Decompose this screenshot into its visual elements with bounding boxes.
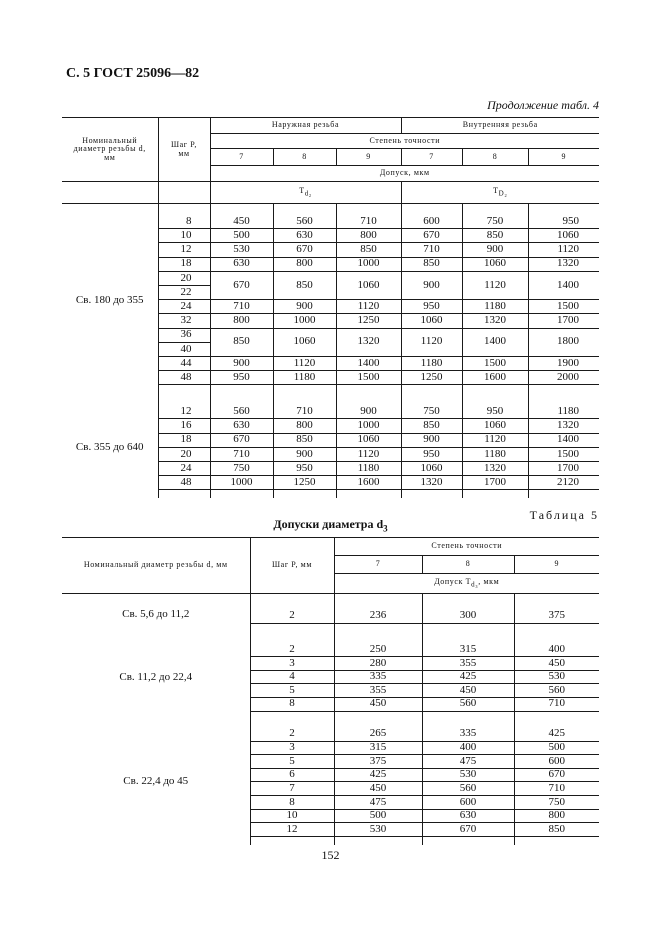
spacer-cell bbox=[210, 204, 273, 215]
tolerance-value: 250 bbox=[334, 643, 422, 657]
spacer-cell bbox=[336, 385, 401, 397]
tolerance-value: 500 bbox=[514, 741, 599, 755]
tolerance-value: 900 bbox=[462, 243, 528, 257]
tolerance-value: 530 bbox=[334, 823, 422, 837]
tolerance-value: 530 bbox=[210, 243, 273, 257]
tolerance-value: 375 bbox=[514, 610, 599, 624]
header-external-thread: Наружная резьба bbox=[210, 118, 401, 134]
tolerance-value: 1600 bbox=[462, 371, 528, 385]
group-spacer bbox=[62, 397, 599, 405]
tol-internal-sub: D₂ bbox=[498, 189, 508, 198]
tolerance-value: 1000 bbox=[336, 257, 401, 271]
degree-int-9: 9 bbox=[528, 149, 599, 166]
tolerance-value: 1400 bbox=[528, 433, 599, 447]
tolerance-value: 1000 bbox=[273, 314, 336, 328]
pitch-cell: 2 bbox=[250, 610, 334, 624]
pitch-cell: 7 bbox=[250, 782, 334, 796]
t5-degree-7: 7 bbox=[334, 556, 422, 574]
spacer-cell bbox=[334, 711, 422, 720]
tolerance-value: 750 bbox=[462, 215, 528, 229]
tolerance-value: 450 bbox=[422, 684, 514, 698]
tolerance-value: 1060 bbox=[336, 433, 401, 447]
pitch-cell: 12 bbox=[158, 243, 210, 257]
tolerance-value: 315 bbox=[334, 741, 422, 755]
tolerance-value: 280 bbox=[334, 657, 422, 671]
pitch-cell: 12 bbox=[250, 823, 334, 837]
tolerance-value: 500 bbox=[334, 809, 422, 823]
spacer-cell bbox=[158, 385, 210, 397]
tolerance-value: 600 bbox=[422, 796, 514, 810]
tolerance-value: 300 bbox=[422, 610, 514, 624]
tolerance-value: 475 bbox=[422, 755, 514, 769]
tolerance-value: 600 bbox=[514, 755, 599, 769]
tolerance-value: 1000 bbox=[210, 476, 273, 490]
tol-external-symbol: T bbox=[299, 186, 305, 196]
spacer-cell bbox=[462, 397, 528, 405]
tolerance-value: 1320 bbox=[462, 314, 528, 328]
pitch-cell: 48 bbox=[158, 371, 210, 385]
tolerance-value: 1250 bbox=[401, 371, 462, 385]
tolerance-value: 1120 bbox=[336, 447, 401, 461]
tolerance-value: 425 bbox=[514, 728, 599, 742]
table-5-title-text: Допуски диаметра d bbox=[273, 517, 384, 531]
tolerance-value: 1700 bbox=[528, 314, 599, 328]
tolerance-value: 850 bbox=[273, 433, 336, 447]
tolerance-value: 560 bbox=[210, 405, 273, 419]
spacer-cell bbox=[462, 385, 528, 397]
spacer-cell bbox=[336, 204, 401, 215]
tolerance-value: 450 bbox=[334, 697, 422, 711]
spacer-cell bbox=[250, 594, 334, 610]
tolerance-value: 1320 bbox=[401, 476, 462, 490]
tolerance-value: 1120 bbox=[336, 300, 401, 314]
spacer-cell bbox=[401, 397, 462, 405]
pitch-cell: 5 bbox=[250, 755, 334, 769]
tolerance-value: 560 bbox=[422, 697, 514, 711]
table-5 bbox=[62, 537, 599, 845]
table-5-label: Таблица 5 bbox=[529, 508, 599, 522]
tolerance-value: 2120 bbox=[528, 476, 599, 490]
pitch-cell: 24 bbox=[158, 462, 210, 476]
tolerance-value: 1400 bbox=[528, 271, 599, 299]
t5-degree-8: 8 bbox=[422, 556, 514, 574]
tolerance-value: 2000 bbox=[528, 371, 599, 385]
tolerance-value: 450 bbox=[514, 657, 599, 671]
tolerance-value: 1180 bbox=[528, 405, 599, 419]
tolerance-value: 800 bbox=[273, 419, 336, 433]
tolerance-value: 710 bbox=[210, 300, 273, 314]
group-spacer bbox=[62, 204, 599, 215]
tolerance-value: 630 bbox=[210, 419, 273, 433]
table-5-title bbox=[0, 517, 661, 533]
tolerance-value: 1250 bbox=[273, 476, 336, 490]
tolerance-value: 1320 bbox=[528, 419, 599, 433]
tolerance-value: 1500 bbox=[336, 371, 401, 385]
tolerance-value: 355 bbox=[334, 684, 422, 698]
t5-col-header-diameter: Номинальный диаметр резьбы d, мм bbox=[62, 538, 250, 594]
diameter-range: Св. 5,6 до 11,2 bbox=[62, 594, 250, 636]
spacer-cell bbox=[514, 836, 599, 845]
spacer-cell bbox=[401, 204, 462, 215]
tolerance-value: 1060 bbox=[528, 229, 599, 243]
tolerance-value: 670 bbox=[273, 243, 336, 257]
t5-tolerance-sub: d₃ bbox=[471, 580, 479, 589]
pitch-cell: 24 bbox=[158, 300, 210, 314]
pitch-cell: 18 bbox=[158, 433, 210, 447]
spacer-cell bbox=[273, 385, 336, 397]
tolerance-value: 900 bbox=[336, 405, 401, 419]
tolerance-value: 710 bbox=[401, 243, 462, 257]
pitch-cell: 8 bbox=[158, 215, 210, 229]
tolerance-value: 800 bbox=[210, 314, 273, 328]
tolerance-value: 670 bbox=[210, 433, 273, 447]
col-header-diameter: Номинальный диаметр резьбы d, мм bbox=[62, 118, 158, 182]
tolerance-value: 750 bbox=[401, 405, 462, 419]
spacer-cell bbox=[422, 836, 514, 845]
t5-header-accuracy-degree: Степень точности bbox=[334, 538, 599, 556]
tolerance-value: 1400 bbox=[462, 328, 528, 356]
tolerance-value: 335 bbox=[334, 670, 422, 684]
spacer-cell bbox=[273, 490, 336, 499]
pitch-cell: 4 bbox=[250, 670, 334, 684]
spacer-cell bbox=[528, 490, 599, 499]
tolerance-value: 475 bbox=[334, 796, 422, 810]
t5-header-tolerance bbox=[334, 574, 599, 594]
tolerance-value: 1320 bbox=[528, 257, 599, 271]
pitch-cell: 3 bbox=[250, 741, 334, 755]
degree-ext-7: 7 bbox=[210, 149, 273, 166]
tolerance-value: 1600 bbox=[336, 476, 401, 490]
pitch-cell: 3 bbox=[250, 657, 334, 671]
tolerance-value: 1120 bbox=[462, 433, 528, 447]
pitch-cell: 12 bbox=[158, 405, 210, 419]
header-tol-internal bbox=[401, 182, 599, 204]
pitch-cell: 22 bbox=[158, 285, 210, 299]
tolerance-value: 750 bbox=[514, 796, 599, 810]
tolerance-value: 800 bbox=[273, 257, 336, 271]
spacer-cell bbox=[514, 623, 599, 635]
tolerance-value: 530 bbox=[514, 670, 599, 684]
tolerance-value: 1000 bbox=[336, 419, 401, 433]
pitch-cell: 16 bbox=[158, 419, 210, 433]
tolerance-value: 1120 bbox=[273, 356, 336, 370]
header-tolerance: Допуск, мкм bbox=[210, 166, 599, 182]
tolerance-value: 1500 bbox=[528, 300, 599, 314]
spacer-cell bbox=[158, 397, 210, 405]
tolerance-value: 630 bbox=[210, 257, 273, 271]
tolerance-value: 1180 bbox=[462, 300, 528, 314]
spacer-cell bbox=[250, 635, 334, 643]
tolerance-value: 335 bbox=[422, 728, 514, 742]
spacer-cell bbox=[273, 397, 336, 405]
tol-internal-symbol: T bbox=[493, 186, 499, 196]
tolerance-value: 1900 bbox=[528, 356, 599, 370]
tolerance-value: 1120 bbox=[401, 328, 462, 356]
tolerance-value: 1060 bbox=[401, 314, 462, 328]
tolerance-value: 530 bbox=[422, 768, 514, 782]
spacer-cell bbox=[158, 490, 210, 499]
tolerance-value: 1400 bbox=[336, 356, 401, 370]
spacer-cell bbox=[250, 711, 334, 720]
tolerance-value: 1700 bbox=[528, 462, 599, 476]
tolerance-value: 450 bbox=[334, 782, 422, 796]
spacer-cell bbox=[514, 711, 599, 720]
header-blank-diameter bbox=[62, 182, 158, 204]
spacer-cell bbox=[210, 490, 273, 499]
t5-degree-9: 9 bbox=[514, 556, 599, 574]
tolerance-value: 1120 bbox=[462, 271, 528, 299]
pitch-cell: 10 bbox=[158, 229, 210, 243]
tolerance-value: 1180 bbox=[336, 462, 401, 476]
tolerance-value: 375 bbox=[334, 755, 422, 769]
table-5-body bbox=[62, 594, 599, 845]
continuation-note: Продолжение табл. 4 bbox=[487, 98, 599, 112]
spacer-cell bbox=[422, 623, 514, 635]
spacer-cell bbox=[514, 594, 599, 610]
tolerance-value: 425 bbox=[334, 768, 422, 782]
spacer-cell bbox=[462, 490, 528, 499]
t5-col-header-pitch: Шаг P, мм bbox=[250, 538, 334, 594]
spacer-cell bbox=[158, 204, 210, 215]
diameter-range: Св. 22,4 до 45 bbox=[62, 720, 250, 845]
tolerance-value: 265 bbox=[334, 728, 422, 742]
tolerance-value: 1060 bbox=[401, 462, 462, 476]
spacer-cell bbox=[334, 635, 422, 643]
pitch-cell: 36 bbox=[158, 328, 210, 342]
tolerance-value: 1060 bbox=[462, 257, 528, 271]
t5-tolerance-text: Допуск T bbox=[434, 577, 472, 587]
spacer-cell bbox=[528, 397, 599, 405]
pitch-cell: 5 bbox=[250, 684, 334, 698]
spacer-cell bbox=[401, 385, 462, 397]
tolerance-value: 710 bbox=[514, 697, 599, 711]
tolerance-value: 850 bbox=[401, 419, 462, 433]
tolerance-value: 850 bbox=[273, 271, 336, 299]
tolerance-value: 850 bbox=[401, 257, 462, 271]
tolerance-value: 1120 bbox=[528, 243, 599, 257]
tolerance-value: 1320 bbox=[336, 328, 401, 356]
diameter-range: Св. 11,2 до 22,4 bbox=[62, 635, 250, 719]
spacer-cell bbox=[210, 397, 273, 405]
tolerance-value: 900 bbox=[273, 447, 336, 461]
col-header-pitch: Шаг P, мм bbox=[158, 118, 210, 182]
table-4-body bbox=[62, 204, 599, 499]
tolerance-value: 950 bbox=[273, 462, 336, 476]
tolerance-value: 560 bbox=[273, 215, 336, 229]
degree-int-7: 7 bbox=[401, 149, 462, 166]
spacer-cell bbox=[336, 490, 401, 499]
tolerance-value: 950 bbox=[401, 447, 462, 461]
header-accuracy-degree: Степень точности bbox=[210, 134, 599, 149]
tolerance-value: 1180 bbox=[401, 356, 462, 370]
degree-ext-9: 9 bbox=[336, 149, 401, 166]
pitch-cell: 6 bbox=[250, 768, 334, 782]
header-tol-external bbox=[210, 182, 401, 204]
tolerance-value: 500 bbox=[210, 229, 273, 243]
tolerance-value: 315 bbox=[422, 643, 514, 657]
tolerance-value: 900 bbox=[401, 271, 462, 299]
tolerance-value: 355 bbox=[422, 657, 514, 671]
tolerance-value: 900 bbox=[273, 300, 336, 314]
tolerance-value: 710 bbox=[273, 405, 336, 419]
tolerance-value: 800 bbox=[336, 229, 401, 243]
spacer-cell bbox=[514, 635, 599, 643]
pitch-cell: 48 bbox=[158, 476, 210, 490]
tolerance-value: 560 bbox=[514, 684, 599, 698]
spacer-cell bbox=[336, 397, 401, 405]
tolerance-value: 1800 bbox=[528, 328, 599, 356]
pitch-cell: 20 bbox=[158, 447, 210, 461]
tol-external-sub: d₂ bbox=[304, 189, 312, 198]
tolerance-value: 425 bbox=[422, 670, 514, 684]
tolerance-value: 450 bbox=[210, 215, 273, 229]
spacer-cell bbox=[334, 594, 422, 610]
group-spacer bbox=[62, 635, 599, 643]
tolerance-value: 600 bbox=[401, 215, 462, 229]
tolerance-value: 950 bbox=[462, 405, 528, 419]
tolerance-value: 670 bbox=[210, 271, 273, 299]
spacer-cell bbox=[334, 623, 422, 635]
tolerance-value: 900 bbox=[210, 356, 273, 370]
document-header: С. 5 ГОСТ 25096—82 bbox=[66, 66, 200, 81]
table-5-title-sub: 3 bbox=[383, 523, 388, 534]
tolerance-value: 800 bbox=[514, 809, 599, 823]
pitch-cell: 2 bbox=[250, 728, 334, 742]
pitch-cell: 32 bbox=[158, 314, 210, 328]
tolerance-value: 710 bbox=[336, 215, 401, 229]
degree-ext-8: 8 bbox=[273, 149, 336, 166]
tolerance-value: 1060 bbox=[273, 328, 336, 356]
tolerance-value: 850 bbox=[210, 328, 273, 356]
pitch-cell: 2 bbox=[250, 643, 334, 657]
diameter-range: Св. 180 до 355 bbox=[62, 204, 158, 397]
header-blank-pitch bbox=[158, 182, 210, 204]
pitch-cell: 20 bbox=[158, 271, 210, 285]
tolerance-value: 1180 bbox=[273, 371, 336, 385]
tolerance-value: 710 bbox=[210, 447, 273, 461]
tolerance-value: 1700 bbox=[462, 476, 528, 490]
tolerance-value: 850 bbox=[462, 229, 528, 243]
tolerance-value: 1060 bbox=[336, 271, 401, 299]
tolerance-value: 950 bbox=[401, 300, 462, 314]
spacer-cell bbox=[422, 635, 514, 643]
tolerance-value: 850 bbox=[514, 823, 599, 837]
tolerance-value: 1500 bbox=[528, 447, 599, 461]
header-internal-thread: Внутренняя резьба bbox=[401, 118, 599, 134]
table-4 bbox=[62, 117, 599, 498]
spacer-cell bbox=[528, 385, 599, 397]
tolerance-value: 1500 bbox=[462, 356, 528, 370]
tolerance-value: 1060 bbox=[462, 419, 528, 433]
spacer-cell bbox=[401, 490, 462, 499]
pitch-cell: 8 bbox=[250, 697, 334, 711]
tolerance-value: 400 bbox=[422, 741, 514, 755]
spacer-cell bbox=[422, 594, 514, 610]
group-spacer bbox=[62, 594, 599, 610]
pitch-cell: 44 bbox=[158, 356, 210, 370]
spacer-cell bbox=[250, 836, 334, 845]
tolerance-value: 670 bbox=[422, 823, 514, 837]
tolerance-value: 630 bbox=[422, 809, 514, 823]
spacer-cell bbox=[250, 623, 334, 635]
tolerance-value: 710 bbox=[514, 782, 599, 796]
spacer-cell bbox=[273, 204, 336, 215]
diameter-range: Св. 355 до 640 bbox=[62, 397, 158, 499]
tolerance-value: 670 bbox=[401, 229, 462, 243]
tolerance-value: 850 bbox=[336, 243, 401, 257]
tolerance-value: 400 bbox=[514, 643, 599, 657]
pitch-cell: 10 bbox=[250, 809, 334, 823]
tolerance-value: 630 bbox=[273, 229, 336, 243]
tolerance-value: 560 bbox=[422, 782, 514, 796]
t5-tolerance-unit: , мкм bbox=[478, 577, 500, 587]
tolerance-value: 670 bbox=[514, 768, 599, 782]
spacer-cell bbox=[210, 385, 273, 397]
pitch-cell: 40 bbox=[158, 342, 210, 356]
page-number: 152 bbox=[321, 848, 340, 862]
spacer-cell bbox=[334, 836, 422, 845]
tolerance-value: 950 bbox=[210, 371, 273, 385]
tolerance-value: 236 bbox=[334, 610, 422, 624]
degree-int-8: 8 bbox=[462, 149, 528, 166]
spacer-cell bbox=[462, 204, 528, 215]
tolerance-value: 1180 bbox=[462, 447, 528, 461]
pitch-cell: 8 bbox=[250, 796, 334, 810]
tolerance-value: 950 bbox=[528, 215, 599, 229]
pitch-cell: 18 bbox=[158, 257, 210, 271]
tolerance-value: 1320 bbox=[462, 462, 528, 476]
spacer-cell bbox=[528, 204, 599, 215]
spacer-cell bbox=[422, 711, 514, 720]
tolerance-value: 1250 bbox=[336, 314, 401, 328]
tolerance-value: 750 bbox=[210, 462, 273, 476]
tolerance-value: 900 bbox=[401, 433, 462, 447]
group-spacer bbox=[62, 720, 599, 728]
